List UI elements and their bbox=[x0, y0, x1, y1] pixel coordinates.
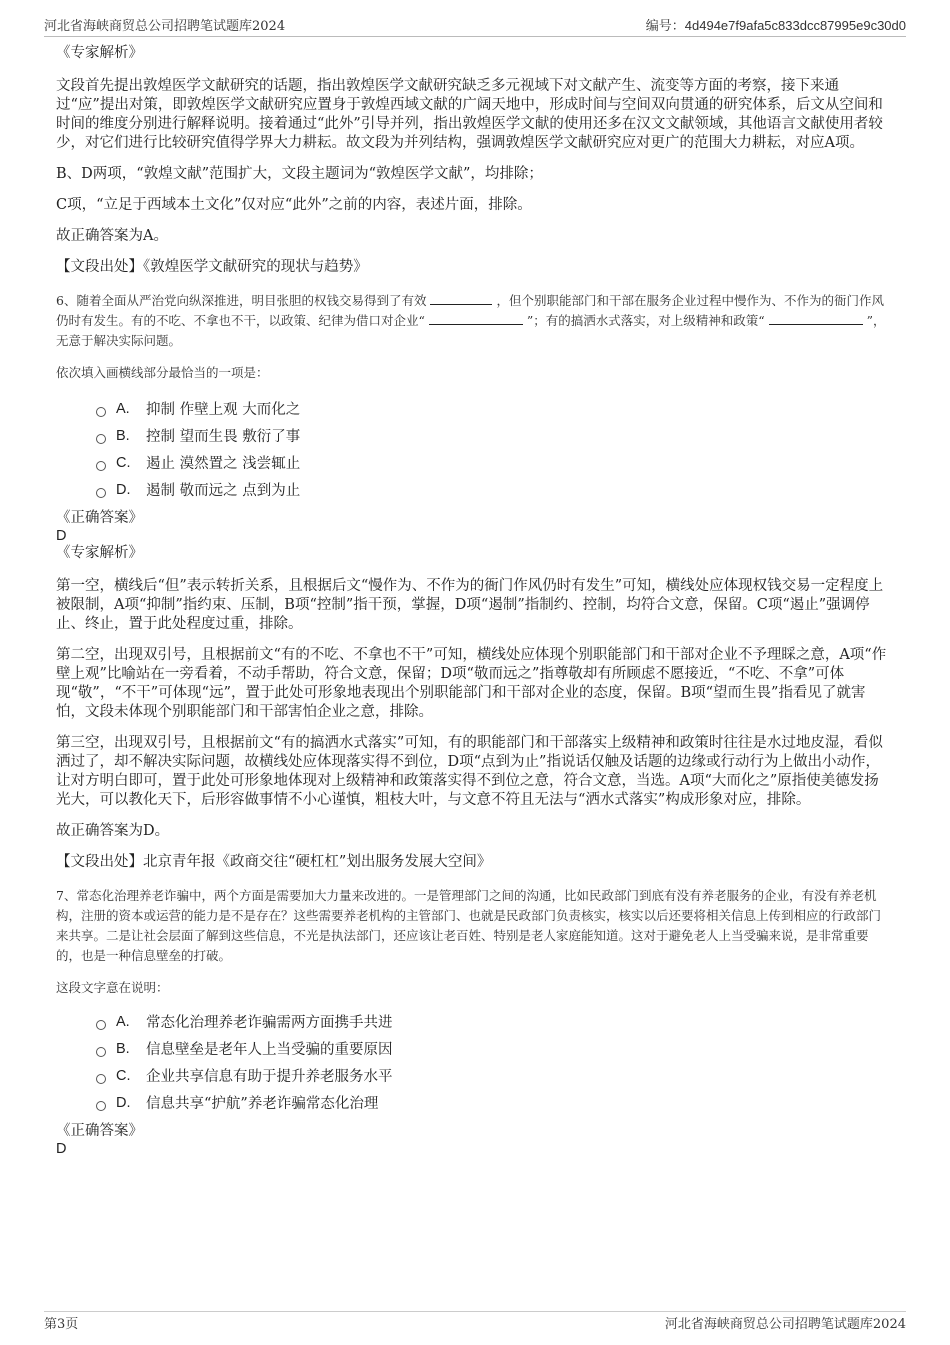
option-key: D. bbox=[116, 1094, 131, 1111]
q7-option-a[interactable] bbox=[96, 1008, 888, 1035]
radio-icon[interactable] bbox=[96, 1101, 106, 1111]
q5-analysis-label: 《专家解析》 bbox=[56, 45, 143, 61]
q6-analysis-para1: 第一空，横线后“但”表示转折关系，且根据后文“慢作为、不作为的衙门作风仍时有发生”可知，横线处应体现权钱交易一定程度上被限制，A项“抑制”指约束、压制，B项“控制”指干预，掌握，D项“遏制”指制约、控制，均符合文意，保留。C项“遏止”强调停止、终止，置于此处程度过重，排除。 bbox=[56, 578, 884, 632]
document-id: 编号：4d494e7f9afa5c833dcc87995e9c30d0 bbox=[645, 18, 906, 33]
q5-analysis-para2: B、D两项，“敦煌文献”范围扩大，文段主题词为“敦煌医学文献”，均排除； bbox=[56, 166, 543, 182]
q6-analysis-para3: 第三空，出现双引号，且根据前文“有的搞洒水式落实”可知，有的职能部门和干部落实上级精神和政策时往往是水过地皮湿，看似洒过了，却不解决实际问题，故横线处应体现落实得不到位，D项“点到为止”指说话仅触及话题的边缘或行动行为上做出小动作，让对方明白即可，置于此处可形象地体现对上级精神和政策落实得不到位之意，符合文意，当选。A项“大而化之”原指使美德发扬光大，可以教化天下，后形容做事情不小心谨慎，粗枝大叶，与文意不符且无法与“洒水式落实”构成形象对应，排除。 bbox=[56, 735, 883, 808]
q6-source: 【文段出处】北京青年报《政商交往“硬杠杠”划出服务发展大空间》 bbox=[56, 854, 492, 870]
radio-icon[interactable] bbox=[96, 434, 106, 444]
q6-conclusion: 故正确答案为D。 bbox=[56, 823, 170, 839]
option-text: 常态化治理养老诈骗需两方面携手共进 bbox=[146, 1015, 393, 1031]
radio-icon[interactable] bbox=[96, 488, 106, 498]
q7-option-b[interactable] bbox=[96, 1035, 888, 1062]
q6-options bbox=[96, 395, 888, 503]
q7-option-d[interactable] bbox=[96, 1089, 888, 1116]
radio-icon[interactable] bbox=[96, 1074, 106, 1084]
q6-text-1: 6、随着全面从严治党向纵深推进，明目张胆的权钱交易得到了有效 bbox=[56, 293, 427, 308]
q6-answer-label: 《正确答案》 bbox=[56, 510, 143, 526]
q7-option-c[interactable] bbox=[96, 1062, 888, 1089]
radio-icon[interactable] bbox=[96, 1020, 106, 1030]
q6-prompt: 依次填入画横线部分最恰当的一项是： bbox=[56, 365, 269, 380]
q6-blank-2 bbox=[429, 311, 523, 325]
q6-blank-3 bbox=[769, 311, 863, 325]
q6-text-4: ”，无意于解决实际问题。 bbox=[56, 313, 886, 348]
q6-analysis-label: 《专家解析》 bbox=[56, 545, 143, 561]
q6-option-c[interactable] bbox=[96, 449, 888, 476]
option-text: 遏止 漠然置之 浅尝辄止 bbox=[146, 456, 301, 472]
q6-analysis-para2: 第二空，出现双引号，且根据前文“有的不吃、不拿也不干”可知，横线处应体现个别职能部门和干部对企业不予理睬之意，A项“作壁上观”比喻站在一旁看着，不动手帮助，符合文意，保留；D项“敬而远之”指尊敬却有所顾虑不愿接近，“不吃、不拿”可体现“敬”，“不干”可体现“远”，置于此处可形象地表现出个别职能部门和干部对企业的态度，保留。B项“望而生畏”指看见了就害怕，文段未体现个别职能部门和干部害怕企业之意，排除。 bbox=[56, 647, 887, 720]
q7-prompt: 这段文字意在说明： bbox=[56, 980, 169, 995]
page-content bbox=[56, 44, 888, 1157]
footer-title: 河北省海峡商贸总公司招聘笔试题库2024 bbox=[664, 1317, 906, 1332]
q7-answer-label: 《正确答案》 bbox=[56, 1123, 143, 1139]
q6-text-2: ，但个别职能部门和干部在服务企业过程中慢作为、不作为的衙门作风仍时有发生。有的不吃、不拿也不干，以政策、纪律为借口对企业“ bbox=[56, 293, 884, 328]
option-text: 信息共享“护航”养老诈骗常态化治理 bbox=[146, 1096, 379, 1112]
q7-question: 7、常态化治理养老诈骗中，两个方面是需要加大力量来改进的。一是管理部门之间的沟通，比如民政部门到底有没有养老服务的企业，有没有养老机构，注册的资本或运营的能力是不是存在？这些需要养老机构的主管部门、也就是民政部门负责核实，核实以后还要将相关信息上传到相应的行政部门来共享。二是让社会层面了解到这些信息，不光是执法部门，还应该让老百姓、特别是老人家庭能知道。这对于避免老人上当受骗来说，是非常重要的，也是一种信息壁垒的打破。 bbox=[56, 888, 882, 963]
page-header bbox=[44, 12, 906, 37]
option-key: B. bbox=[116, 1040, 130, 1057]
header-title: 河北省海峡商贸总公司招聘笔试题库2024 bbox=[44, 19, 286, 34]
q5-conclusion: 故正确答案为A。 bbox=[56, 228, 168, 244]
option-text: 抑制 作壁上观 大而化之 bbox=[146, 402, 301, 418]
radio-icon[interactable] bbox=[96, 1047, 106, 1057]
option-text: 控制 望而生畏 敷衍了事 bbox=[146, 429, 301, 445]
option-text: 遏制 敬而远之 点到为止 bbox=[146, 483, 301, 499]
q6-blank-1 bbox=[430, 291, 492, 305]
q6-question bbox=[56, 291, 888, 351]
q6-text-3: ”；有的搞洒水式落实，对上级精神和政策“ bbox=[526, 313, 765, 328]
page-number: 第3页 bbox=[44, 1317, 79, 1332]
option-text: 企业共享信息有助于提升养老服务水平 bbox=[146, 1069, 393, 1085]
option-text: 信息壁垒是老年人上当受骗的重要原因 bbox=[146, 1042, 393, 1058]
q6-option-d[interactable] bbox=[96, 476, 888, 503]
option-key: A. bbox=[116, 400, 130, 417]
option-key: A. bbox=[116, 1013, 130, 1030]
q6-option-a[interactable] bbox=[96, 395, 888, 422]
q5-source: 【文段出处】《敦煌医学文献研究的现状与趋势》 bbox=[56, 259, 368, 275]
option-key: C. bbox=[116, 454, 131, 471]
page-footer bbox=[44, 1311, 906, 1332]
q7-options bbox=[96, 1008, 888, 1116]
q5-analysis-para3: C项，“立足于西域本土文化”仅对应“此外”之前的内容，表述片面，排除。 bbox=[56, 197, 532, 213]
radio-icon[interactable] bbox=[96, 407, 106, 417]
q6-option-b[interactable] bbox=[96, 422, 888, 449]
option-key: B. bbox=[116, 427, 130, 444]
q6-answer: D bbox=[56, 528, 67, 544]
radio-icon[interactable] bbox=[96, 461, 106, 471]
option-key: D. bbox=[116, 481, 131, 498]
q7-answer: D bbox=[56, 1141, 67, 1157]
q5-analysis-para1: 文段首先提出敦煌医学文献研究的话题，指出敦煌医学文献研究缺乏多元视域下对文献产生、流变等方面的考察，接下来通过“应”提出对策，即敦煌医学文献研究应置身于敦煌西域文献的广阔天地中，形成时间与空间双向贯通的研究体系，后文从空间和时间的维度分别进行解释说明。接着通过“此外”引导并列，指出敦煌医学文献的使用还多在汉文文献领域，其他语言文献使用者较少，对它们进行比较研究值得学界大力耕耘。故文段为并列结构，强调敦煌医学文献研究应对更广的范围大力耕耘，对应A项。 bbox=[56, 78, 883, 151]
option-key: C. bbox=[116, 1067, 131, 1084]
